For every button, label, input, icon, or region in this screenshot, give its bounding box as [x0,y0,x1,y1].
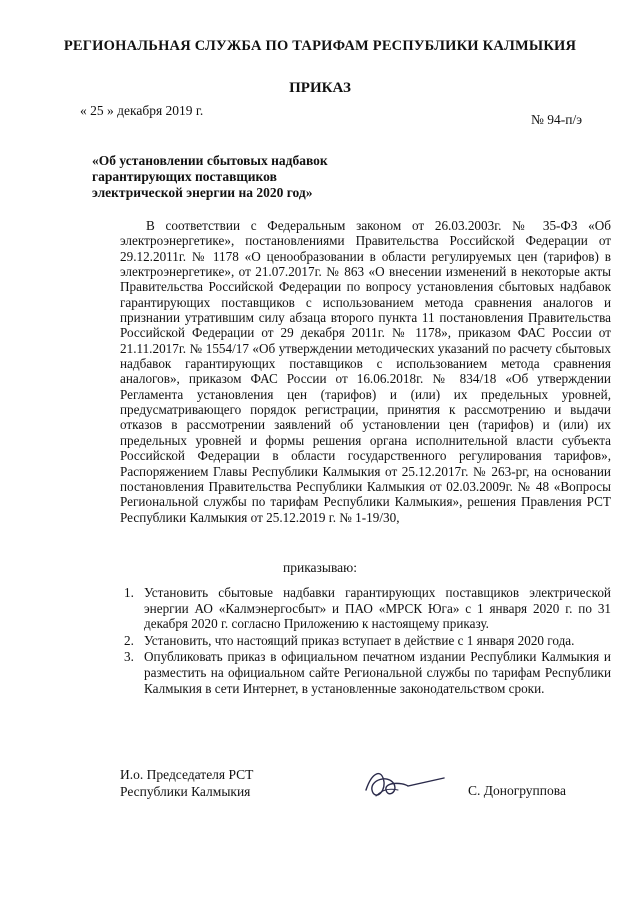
item-text: Опубликовать приказ в официальном печатном издании Республики Калмыкия и разместить на официальном сайте Региональной службы по тарифам Республики Калмыкия в сети Интернет, в установленные законодательством сроки. [144,649,611,696]
item-number: 3. [124,649,134,665]
item-text: Установить, что настоящий приказ вступает в действие с 1 января 2020 года. [144,632,575,648]
item-number: 1. [124,585,134,600]
document-type: ПРИКАЗ [289,80,351,96]
preamble-paragraph: В соответствии с Федеральным законом от 26.03.2003г. № 35-ФЗ «Об электроэнергетике», постановлениями Правительства Российской Федерации от 29.12.2011г. № 1178 «О ценообразовании в области регулируемых цен (тарифов) в электроэнергетике», от 21.07.2017г. № 863 «О внесении изменений в некоторые акты Правительства Российской Федерации по вопросу установления сбытовых надбавок гарантирующих поставщиков с использованием метода сравнения аналогов и признании утратившим силу абзаца второго пункта 11 постановления Правительства Российской Федерации от 29 декабря 2011г. № 1178», приказом ФАС России от 21.11.2017г. № 1554/17 «Об утверждении методических указаний по расчету сбытовых надбавок гарантирующих поставщиков с использованием метода сравнения аналогов», приказом ФАС России от 16.06.2018г. № 834/18 «Об утверждении Регламента установления цен (тарифов) и (или) их предельных уровней, предусматривающего порядок регистрации, принятия к рассмотрению и выдачи отказов в рассмотрении заявлений об установлении цен (тарифов) и (или) их предельных уровней и формы решения органа исполнительной власти субъекта Российской Федерации в области государственного регулирования тарифов», Распоряжением Главы Республики Калмыкия от 25.12.2017г. № 263-рг, на основании постановления Правительства Республики Калмыкия от 02.03.2009г. № 48 «Вопросы Региональной службы по тарифам Республики Калмыкия», решения Правления РСТ Республики Калмыкия от 25.12.2019 г. № 1-19/30, [120,218,611,525]
subject-line: гарантирующих поставщиков [92,169,277,184]
document-date: « 25 » декабря 2019 г. [80,103,204,118]
organization-title: РЕГИОНАЛЬНАЯ СЛУЖБА ПО ТАРИФАМ РЕСПУБЛИКИ КАЛМЫКИЯ [63,38,577,54]
subject-line: «Об установлении сбытовых надбавок [92,153,328,168]
position-line: И.о. Председателя РСТ [120,767,254,782]
subject-line: электрической энергии на 2020 год» [92,185,313,200]
order-items-list [120,585,611,697]
list-item [120,585,611,632]
signatory-name: С. Доногруппова [468,783,566,798]
document-number: № 94-п/э [530,112,582,127]
document-subject [92,153,328,201]
order-word: приказываю: [283,560,357,575]
list-item [120,633,611,649]
position-line: Республики Калмыкия [120,784,251,799]
signatory-position [120,766,253,800]
handwritten-signature [358,760,448,810]
item-number: 2. [124,632,134,648]
list-item [120,649,611,696]
item-text: Установить сбытовые надбавки гарантирующих поставщиков электрической энергии АО «Калмэнергосбыт» и ПАО «МРСК Юга» с 1 января 2020 г. по 31 декабря 2020 г. согласно Приложению к настоящему приказу. [144,585,611,632]
